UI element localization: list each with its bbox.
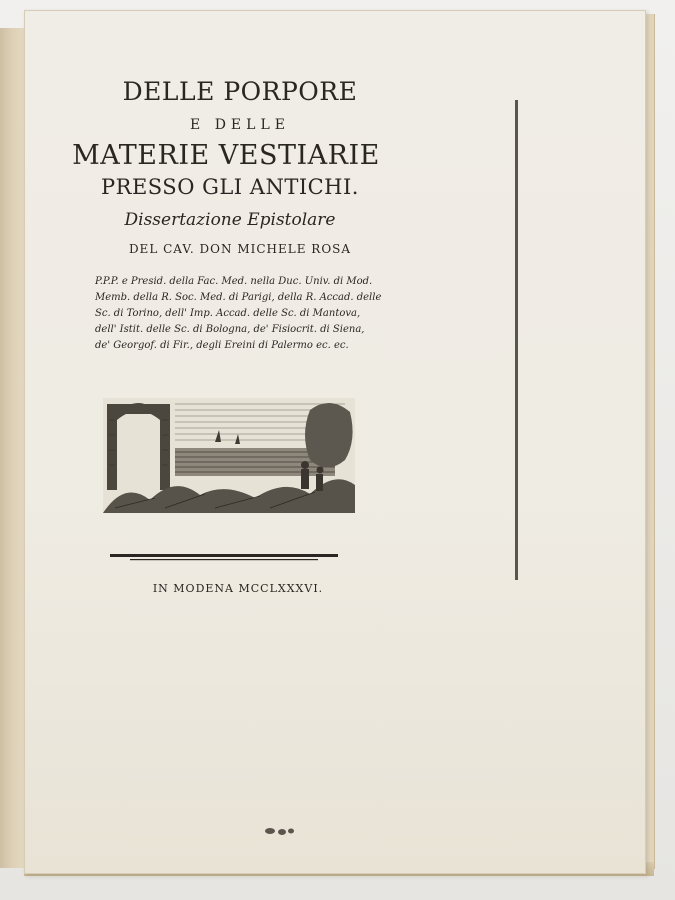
fold-line [515, 100, 518, 580]
title-line-3: MATERIE VESTIARIE [72, 140, 380, 171]
engraved-vignette [95, 390, 360, 520]
author-line: DEL CAV. DON MICHELE ROSA [128, 242, 352, 256]
decorative-rule [110, 554, 338, 562]
title-line-4: PRESSO GLI ANTICHI. [101, 175, 359, 199]
ink-smudge [262, 825, 296, 837]
title-line-2: E DELLE [190, 117, 290, 133]
imprint: IN MODENA MCCLXXXVI. [152, 582, 324, 595]
credentials-line: dell' Istit. delle Sc. di Bologna, de' Fisiocrit. di Siena, [95, 324, 365, 335]
subtitle: Dissertazione Epistolare [124, 210, 336, 230]
credentials-line: de' Georgof. di Fir., degli Ereini di Palermo ec. ec. [95, 340, 349, 351]
credentials-line: Sc. di Torino, dell' Imp. Accad. delle Sc. di Mantova, [95, 308, 361, 319]
title-line-1: DELLE PORPORE [122, 77, 358, 106]
credentials-line: P.P.P. e Presid. della Fac. Med. nella Duc. Univ. di Mod. [95, 276, 373, 287]
author-credentials [95, 274, 390, 354]
credentials-line: Memb. della R. Soc. Med. di Parigi, della R. Accad. delle [95, 292, 382, 303]
